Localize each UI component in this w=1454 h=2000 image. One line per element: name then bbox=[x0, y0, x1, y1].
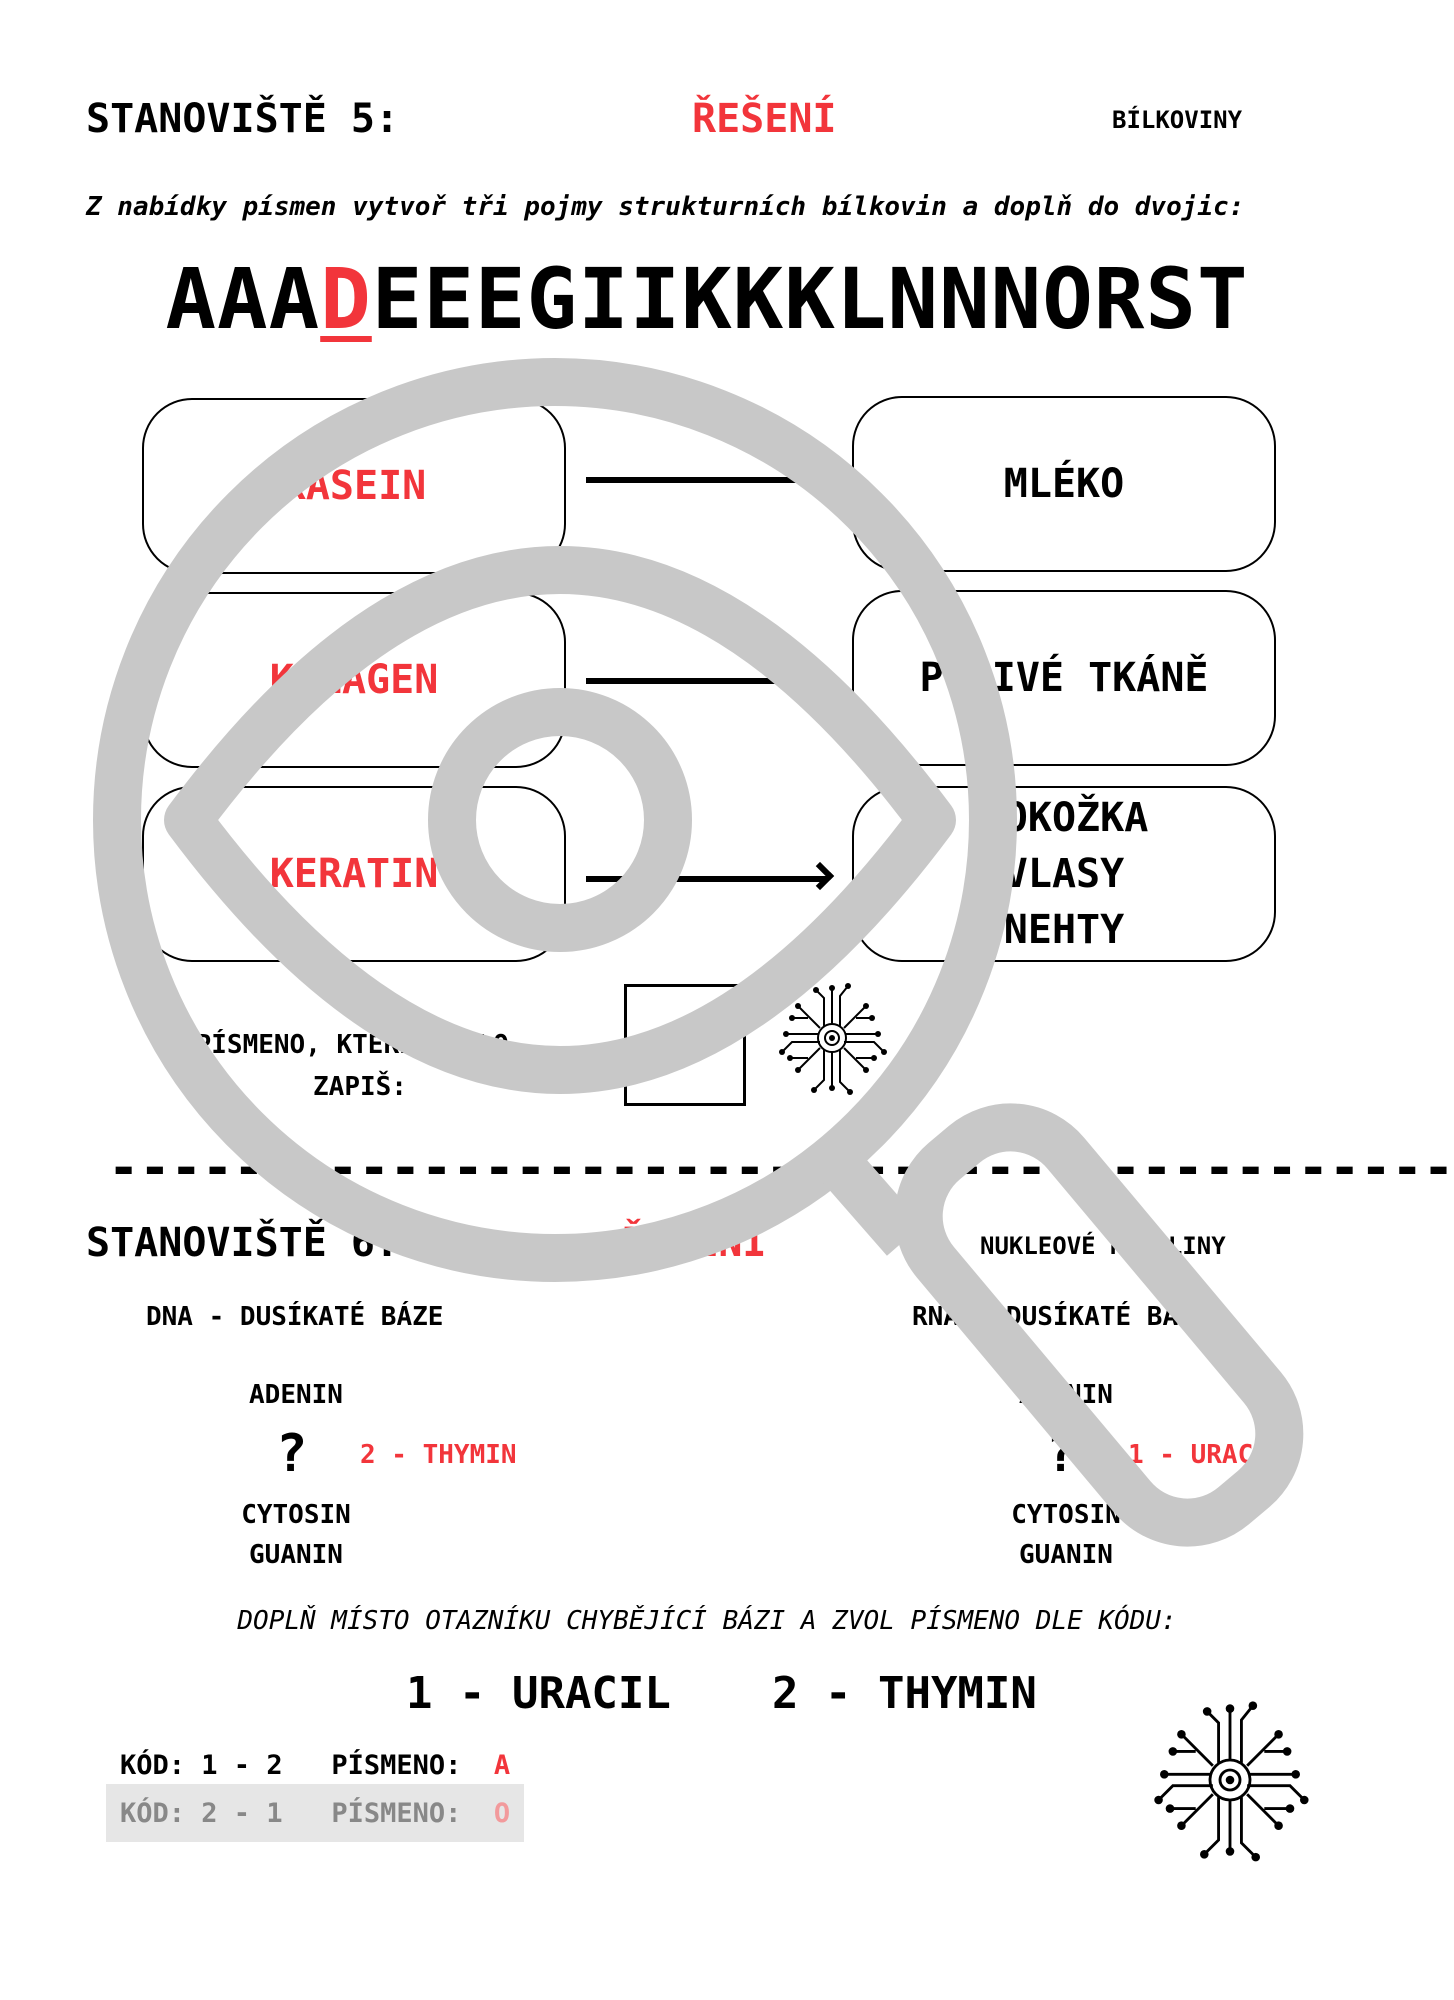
source-name-1: MLÉKO bbox=[1003, 461, 1125, 507]
station6-instruction: DOPLŇ MÍSTO OTAZNÍKU CHYBĚJÍCÍ BÁZI A ZVOL PÍSMENO DLE KÓDU: bbox=[237, 1606, 1177, 1636]
station5-title: STANOVIŠTĚ 5: bbox=[86, 96, 400, 142]
protein-name-2: KOLAGEN bbox=[269, 657, 439, 703]
station6-topic: NUKLEOVÉ KYSELINY bbox=[980, 1232, 1226, 1260]
letter-pool bbox=[0, 250, 1414, 348]
rna-answer: 1 - URACIL bbox=[1128, 1440, 1285, 1470]
code-legend-1: 1 - URACIL bbox=[406, 1668, 671, 1719]
dna-question-mark: ? bbox=[276, 1424, 308, 1484]
arrow-1 bbox=[586, 477, 826, 483]
circuit-logo-small bbox=[762, 968, 902, 1108]
code-row-2 bbox=[106, 1784, 524, 1842]
letter-pool-rest: EEEGIIKKKLNNNORST bbox=[371, 250, 1249, 348]
source-line-1: POKOŽKA bbox=[979, 795, 1149, 841]
letter-label: PÍSMENO: bbox=[331, 1749, 462, 1781]
dna-base-4: GUANIN bbox=[249, 1540, 343, 1570]
source-name-2: POJIVÉ TKÁNĚ bbox=[919, 655, 1209, 701]
rna-question-mark: ? bbox=[1046, 1424, 1078, 1484]
code-legend-2: 2 - THYMIN bbox=[772, 1668, 1037, 1719]
letter-prompt bbox=[170, 1024, 550, 1108]
station5-solution-label: ŘEŠENÍ bbox=[692, 96, 837, 142]
dna-heading: DNA - DUSÍKATÉ BÁZE bbox=[146, 1302, 444, 1332]
protein-box-3 bbox=[142, 786, 566, 962]
letter-answer: D bbox=[668, 1012, 702, 1078]
rna-base-4: GUANIN bbox=[1019, 1540, 1113, 1570]
code-value: 1 - 2 bbox=[201, 1749, 283, 1781]
source-box-3 bbox=[852, 786, 1276, 962]
arrow-2 bbox=[586, 678, 826, 684]
rna-base-1: ADENIN bbox=[1019, 1380, 1113, 1410]
station5-instruction: Z nabídky písmen vytvoř tři pojmy strukturních bílkovin a doplň do dvojic: bbox=[86, 192, 1245, 222]
dna-base-1: ADENIN bbox=[249, 1380, 343, 1410]
station6-solution-label: ŘEŠENÍ bbox=[622, 1220, 767, 1266]
source-line-3: NEHTY bbox=[1003, 907, 1125, 953]
rna-base-3: CYTOSIN bbox=[1011, 1500, 1121, 1530]
letter-value: O bbox=[493, 1797, 511, 1829]
dna-base-3: CYTOSIN bbox=[241, 1500, 351, 1530]
letter-prompt-line1: PÍSMENO, KTERÉ ZBYLO, bbox=[195, 1030, 525, 1060]
section-divider: ------------------------------------------- bbox=[108, 1138, 1454, 1198]
rna-heading: RNA - DUSÍKATÉ BÁZE bbox=[912, 1302, 1210, 1332]
letter-prompt-line2: ZAPIŠ: bbox=[313, 1072, 407, 1102]
circuit-logo-large bbox=[1130, 1680, 1330, 1880]
station6-title: STANOVIŠTĚ 6: bbox=[86, 1220, 400, 1266]
protein-name-1: KASEIN bbox=[281, 463, 427, 509]
code-label: KÓD: bbox=[120, 1749, 186, 1781]
letter-label: PÍSMENO: bbox=[331, 1797, 462, 1829]
protein-name-3: KERATIN bbox=[269, 851, 439, 897]
dna-answer: 2 - THYMIN bbox=[360, 1440, 517, 1470]
code-label: KÓD: bbox=[120, 1797, 186, 1829]
arrow-3 bbox=[586, 876, 826, 882]
protein-box-1 bbox=[142, 398, 566, 574]
source-line-2: VLASY bbox=[1003, 851, 1125, 897]
letter-answer-box bbox=[624, 984, 746, 1106]
source-box-2 bbox=[852, 590, 1276, 766]
code-value: 2 - 1 bbox=[201, 1797, 283, 1829]
letter-pool-start: AAA bbox=[165, 250, 321, 348]
station5-topic: BÍLKOVINY bbox=[1112, 106, 1243, 134]
source-box-1 bbox=[852, 396, 1276, 572]
protein-box-2 bbox=[142, 592, 566, 768]
letter-value: A bbox=[493, 1749, 511, 1781]
letter-pool-highlight: D bbox=[320, 250, 372, 348]
